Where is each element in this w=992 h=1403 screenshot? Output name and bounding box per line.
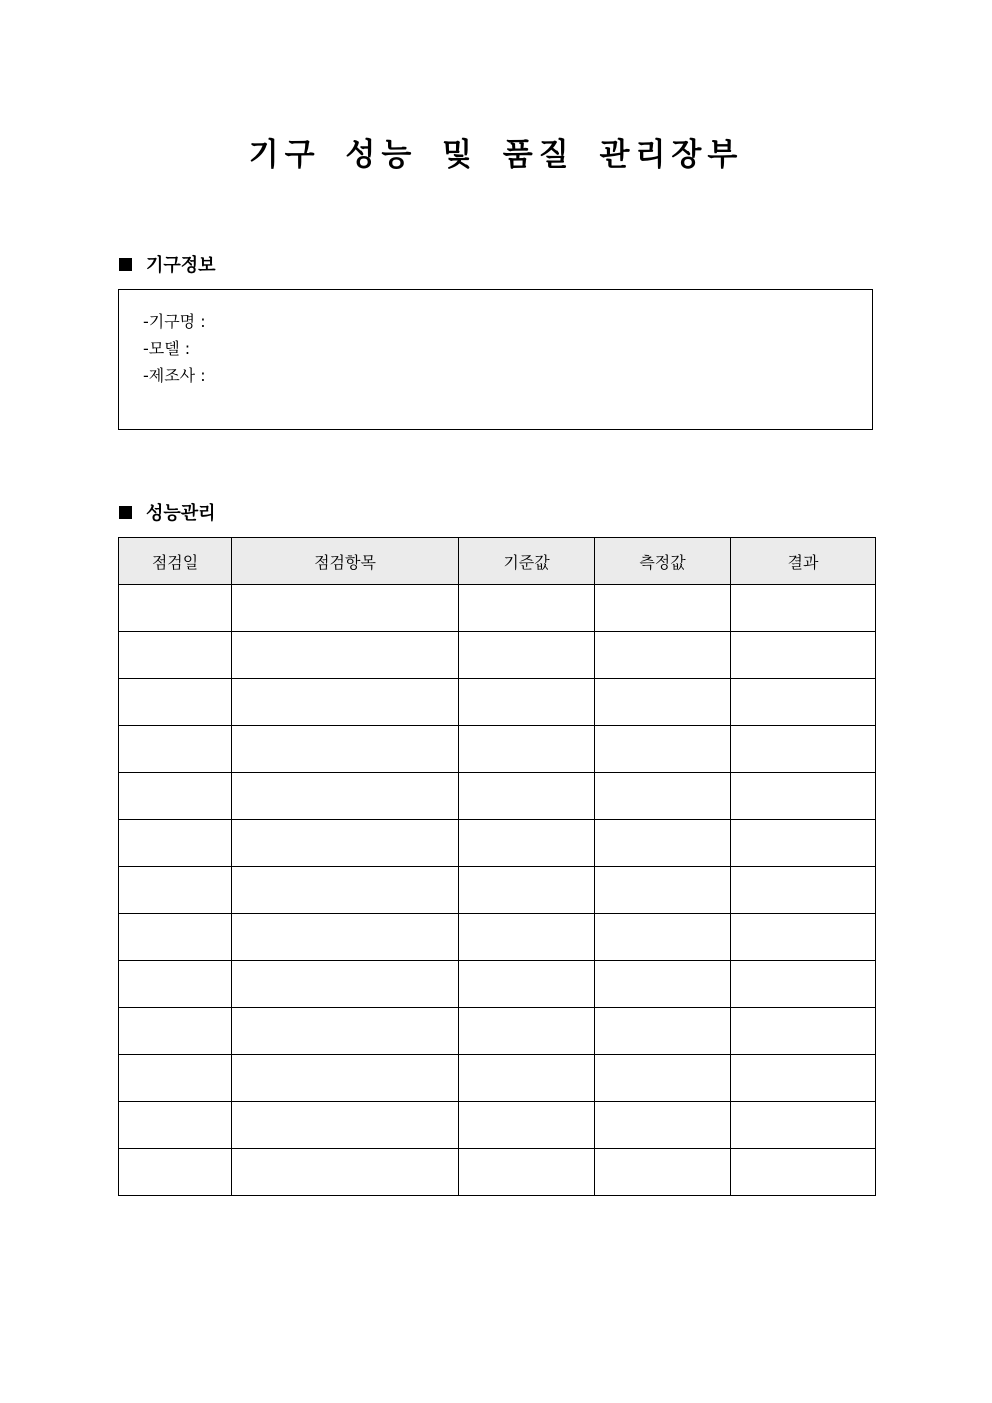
performance-heading — [119, 499, 216, 525]
result-cell[interactable] — [731, 961, 876, 1008]
result-cell[interactable] — [731, 867, 876, 914]
reference-value-cell[interactable] — [459, 632, 595, 679]
inspection-item-cell[interactable] — [232, 1008, 459, 1055]
equipment-info-heading-label: 기구정보 — [146, 255, 216, 276]
result-cell[interactable] — [731, 1102, 876, 1149]
measured-value-cell[interactable] — [595, 1055, 731, 1102]
equipment-name-label: -기구명 : — [143, 312, 206, 331]
inspection-date-cell[interactable] — [119, 1102, 232, 1149]
reference-value-cell[interactable] — [459, 1055, 595, 1102]
result-cell[interactable] — [731, 679, 876, 726]
table-row — [119, 961, 876, 1008]
column-header-inspection-date: 점검일 — [119, 538, 232, 585]
result-cell[interactable] — [731, 820, 876, 867]
measured-value-cell[interactable] — [595, 820, 731, 867]
inspection-date-cell[interactable] — [119, 1055, 232, 1102]
result-cell[interactable] — [731, 1055, 876, 1102]
table-row — [119, 679, 876, 726]
measured-value-cell[interactable] — [595, 632, 731, 679]
measured-value-cell[interactable] — [595, 726, 731, 773]
measured-value-cell[interactable] — [595, 679, 731, 726]
inspection-item-cell[interactable] — [232, 726, 459, 773]
table-row — [119, 820, 876, 867]
inspection-item-cell[interactable] — [232, 585, 459, 632]
column-header-result: 결과 — [731, 538, 876, 585]
performance-table — [118, 537, 876, 1196]
result-cell[interactable] — [731, 585, 876, 632]
table-row — [119, 1149, 876, 1196]
inspection-date-cell[interactable] — [119, 632, 232, 679]
result-cell[interactable] — [731, 914, 876, 961]
model-field[interactable] — [143, 335, 872, 362]
reference-value-cell[interactable] — [459, 773, 595, 820]
measured-value-cell[interactable] — [595, 1149, 731, 1196]
result-cell[interactable] — [731, 1008, 876, 1055]
column-header-inspection-item: 점검항목 — [232, 538, 459, 585]
measured-value-cell[interactable] — [595, 914, 731, 961]
inspection-item-cell[interactable] — [232, 914, 459, 961]
manufacturer-field[interactable] — [143, 362, 872, 389]
reference-value-cell[interactable] — [459, 820, 595, 867]
table-header-row — [119, 538, 876, 585]
measured-value-cell[interactable] — [595, 1102, 731, 1149]
reference-value-cell[interactable] — [459, 867, 595, 914]
inspection-item-cell[interactable] — [232, 1102, 459, 1149]
inspection-date-cell[interactable] — [119, 914, 232, 961]
black-square-icon — [119, 506, 132, 519]
inspection-date-cell[interactable] — [119, 679, 232, 726]
inspection-date-cell[interactable] — [119, 1008, 232, 1055]
table-row — [119, 1008, 876, 1055]
inspection-date-cell[interactable] — [119, 585, 232, 632]
inspection-item-cell[interactable] — [232, 867, 459, 914]
equipment-info-box — [118, 289, 873, 430]
reference-value-cell[interactable] — [459, 914, 595, 961]
measured-value-cell[interactable] — [595, 773, 731, 820]
table-row — [119, 726, 876, 773]
table-row — [119, 914, 876, 961]
measured-value-cell[interactable] — [595, 585, 731, 632]
inspection-date-cell[interactable] — [119, 867, 232, 914]
inspection-date-cell[interactable] — [119, 1149, 232, 1196]
black-square-icon — [119, 258, 132, 271]
result-cell[interactable] — [731, 632, 876, 679]
reference-value-cell[interactable] — [459, 1149, 595, 1196]
inspection-date-cell[interactable] — [119, 961, 232, 1008]
manufacturer-label: -제조사 : — [143, 366, 206, 385]
result-cell[interactable] — [731, 726, 876, 773]
table-row — [119, 632, 876, 679]
table-row — [119, 1055, 876, 1102]
measured-value-cell[interactable] — [595, 867, 731, 914]
table-row — [119, 867, 876, 914]
inspection-item-cell[interactable] — [232, 1149, 459, 1196]
inspection-date-cell[interactable] — [119, 726, 232, 773]
reference-value-cell[interactable] — [459, 585, 595, 632]
measured-value-cell[interactable] — [595, 1008, 731, 1055]
column-header-reference-value: 기준값 — [459, 538, 595, 585]
equipment-info-heading — [119, 251, 216, 277]
reference-value-cell[interactable] — [459, 961, 595, 1008]
table-row — [119, 773, 876, 820]
performance-heading-label: 성능관리 — [146, 503, 216, 524]
result-cell[interactable] — [731, 1149, 876, 1196]
document-title: 기구 성능 및 품질 관리장부 — [248, 137, 744, 173]
inspection-date-cell[interactable] — [119, 820, 232, 867]
reference-value-cell[interactable] — [459, 1008, 595, 1055]
result-cell[interactable] — [731, 773, 876, 820]
inspection-item-cell[interactable] — [232, 679, 459, 726]
inspection-item-cell[interactable] — [232, 1055, 459, 1102]
table-row — [119, 585, 876, 632]
column-header-measured-value: 측정값 — [595, 538, 731, 585]
inspection-item-cell[interactable] — [232, 632, 459, 679]
model-label: -모델 : — [143, 339, 191, 358]
reference-value-cell[interactable] — [459, 726, 595, 773]
reference-value-cell[interactable] — [459, 1102, 595, 1149]
measured-value-cell[interactable] — [595, 961, 731, 1008]
equipment-name-field[interactable] — [143, 308, 872, 335]
table-body — [119, 585, 876, 1196]
inspection-item-cell[interactable] — [232, 773, 459, 820]
inspection-date-cell[interactable] — [119, 773, 232, 820]
table-row — [119, 1102, 876, 1149]
reference-value-cell[interactable] — [459, 679, 595, 726]
inspection-item-cell[interactable] — [232, 820, 459, 867]
inspection-item-cell[interactable] — [232, 961, 459, 1008]
